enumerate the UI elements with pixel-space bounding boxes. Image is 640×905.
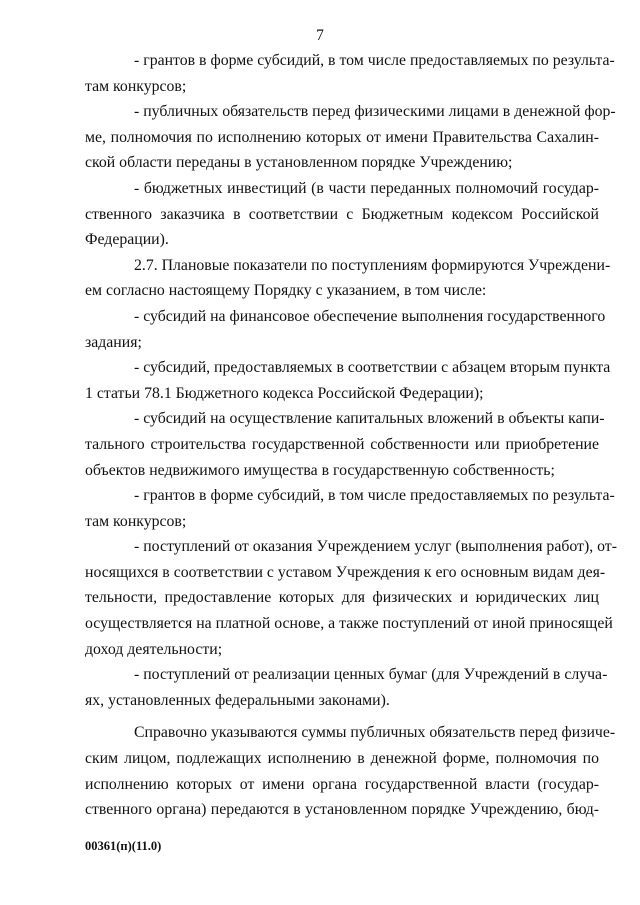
- text-line: Федерации).: [85, 231, 169, 249]
- text-line: тального строительства государственной собственности или приобретение: [85, 435, 599, 453]
- text-line: ем согласно настоящему Порядку с указанием, в том числе:: [85, 282, 487, 300]
- text-line: ским лицом, подлежащих исполнению в денежной форме, полномочия по: [85, 750, 599, 768]
- text-line: ях, установленных федеральными законами).: [85, 691, 390, 709]
- text-line: исполнению которых от имени органа государственной власти (государ-: [85, 775, 599, 793]
- text-line: задания;: [85, 333, 142, 351]
- text-line: ме, полномочия по исполнению которых от имени Правительства Сахалин-: [85, 128, 599, 146]
- text-line: - субсидий, предоставляемых в соответствии с абзацем вторым пункта: [134, 359, 611, 377]
- text-line: тельности, предоставление которых для физических и юридических лиц: [85, 589, 599, 607]
- text-line: - поступлений от реализации ценных бумаг (для Учреждений в случа-: [134, 666, 608, 684]
- text-line: ственного заказчика в соответствии с Бюджетным кодексом Российской: [85, 205, 599, 223]
- text-line: там конкурсов;: [85, 77, 187, 95]
- text-line: - поступлений от оказания Учреждением услуг (выполнения работ), от-: [134, 538, 617, 556]
- text-line: носящихся в соответствии с уставом Учреждения к его основным видам дея-: [85, 563, 606, 581]
- text-line: доход деятельности;: [85, 640, 223, 658]
- text-line: 2.7. Плановые показатели по поступлениям формируются Учреждени-: [134, 256, 611, 274]
- text-line: объектов недвижимого имущества в государственную собственность;: [85, 461, 555, 479]
- text-line: - субсидий на финансовое обеспечение выполнения государственного: [134, 307, 606, 325]
- text-line: ской области переданы в установленном порядке Учреждению;: [85, 154, 513, 172]
- text-line: ственного органа) передаются в установленном порядке Учреждению, бюд-: [85, 801, 599, 819]
- text-line: - бюджетных инвестиций (в части переданных полномочий государ-: [134, 179, 599, 197]
- text-line: - публичных обязательств перед физическими лицами в денежной фор-: [134, 103, 616, 121]
- page-number: 7: [316, 27, 324, 44]
- text-line: - грантов в форме субсидий, в том числе предоставляемых по результа-: [134, 487, 615, 505]
- text-line: осуществляется на платной основе, а также поступлений от иной приносящей: [85, 615, 613, 633]
- document-body: [85, 48, 617, 823]
- text-line: - грантов в форме субсидий, в том числе предоставляемых по результа-: [134, 52, 615, 69]
- text-line: - субсидий на осуществление капитальных вложений в объекты капи-: [134, 410, 605, 428]
- text-line: 1 статьи 78.1 Бюджетного кодекса Российской Федерации);: [85, 384, 484, 402]
- document-code: 00361(п)(11.0): [85, 839, 162, 853]
- text-line: Справочно указываются суммы публичных обязательств перед физиче-: [134, 724, 616, 742]
- text-line: там конкурсов;: [85, 512, 187, 530]
